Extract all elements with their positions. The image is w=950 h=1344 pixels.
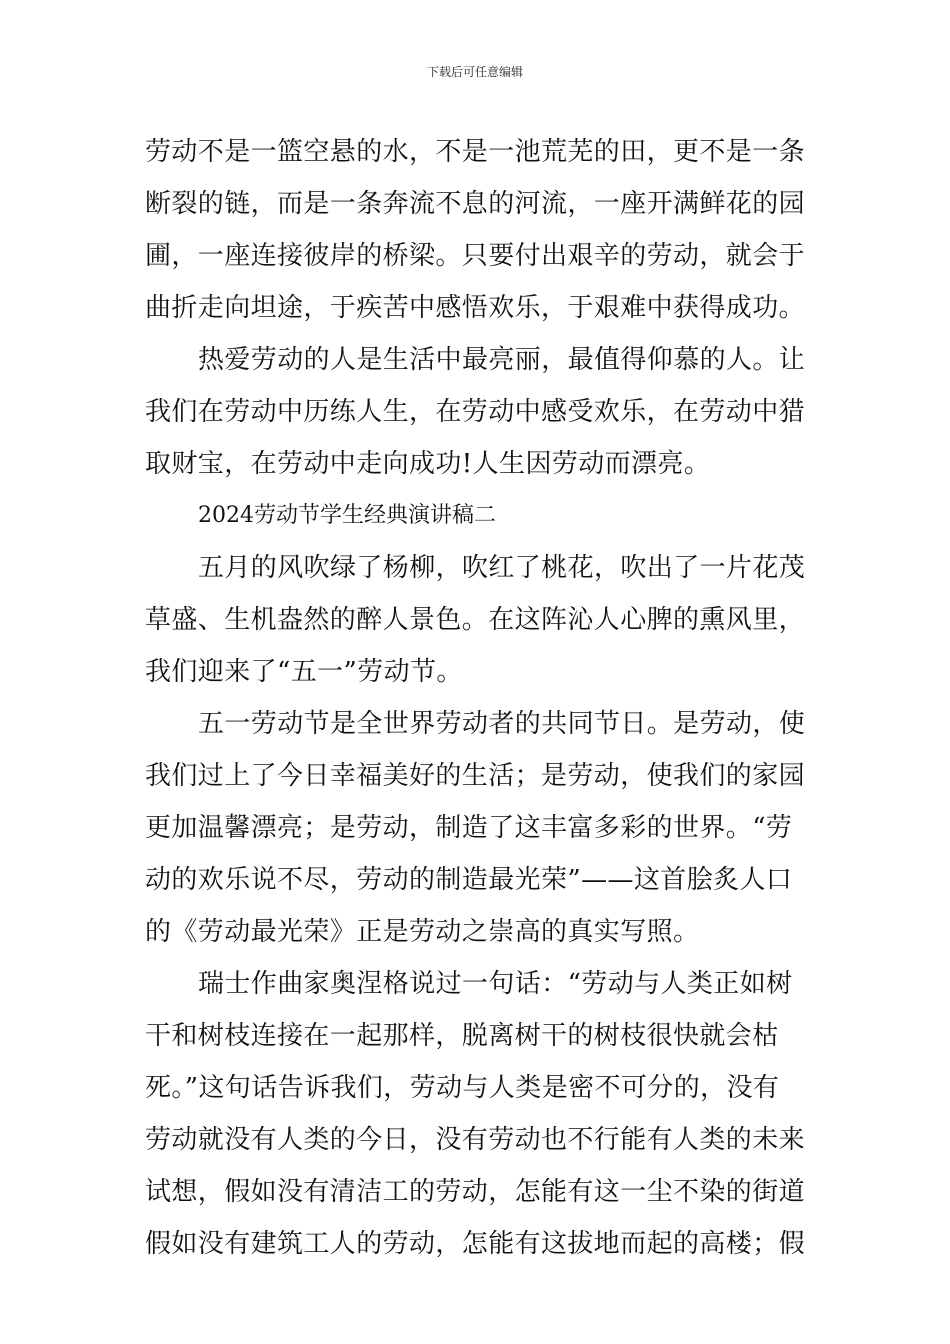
text-line: 动的欢乐说不尽，劳动的制造最光荣”——这首脍炙人口 <box>145 865 793 895</box>
text-line: 曲折走向坦途，于疾苦中感悟欢乐，于艰难中获得成功。 <box>145 293 806 323</box>
text-line: 的《劳动最光荣》正是劳动之崇高的真实写照。 <box>145 917 700 947</box>
text-line: 干和树枝连接在一起那样，脱离树干的树枝很快就会枯 <box>145 1021 779 1051</box>
text-line: 劳动就没有人类的今日，没有劳动也不行能有人类的未来 <box>145 1125 806 1155</box>
text-line: 圃，一座连接彼岸的桥梁。只要付出艰辛的劳动，就会于 <box>145 241 806 271</box>
text-line: 更加温馨漂亮；是劳动，制造了这丰富多彩的世界。“劳 <box>145 813 793 843</box>
paragraph-first-line: 五月的风吹绿了杨柳，吹红了桃花，吹出了一片花茂 <box>198 553 806 583</box>
text-line: 死。”这句话告诉我们，劳动与人类是密不可分的，没有 <box>145 1073 780 1103</box>
text-line: 我们过上了今日幸福美好的生活；是劳动，使我们的家园 <box>145 761 806 791</box>
section-heading: 2024劳动节学生经典演讲稿二 <box>198 503 496 528</box>
text-line: 假如没有建筑工人的劳动，怎能有这拔地而起的高楼；假 <box>145 1229 806 1259</box>
text-line: 劳动不是一篮空悬的水，不是一池荒芜的田，更不是一条 <box>145 137 806 167</box>
document-body <box>145 126 809 1270</box>
text-line: 断裂的链，而是一条奔流不息的河流，一座开满鲜花的园 <box>145 189 806 219</box>
text-line: 我们在劳动中历练人生，在劳动中感受欢乐，在劳动中猎 <box>145 397 806 427</box>
text-line: 草盛、生机盎然的醉人景色。在这阵沁人心脾的熏风里， <box>145 605 806 635</box>
paragraph-first-line: 瑞士作曲家奥涅格说过一句话：“劳动与人类正如树 <box>198 969 793 999</box>
paragraph-first-line: 五一劳动节是全世界劳动者的共同节日。是劳动，使 <box>198 709 806 739</box>
text-line: 我们迎来了“五一”劳动节。 <box>145 657 463 687</box>
paragraph-first-line: 热爱劳动的人是生活中最亮丽，最值得仰慕的人。让 <box>198 345 806 375</box>
text-line: 取财宝，在劳动中走向成功!人生因劳动而漂亮。 <box>145 449 711 479</box>
page-header-note: 下载后可任意编辑 <box>426 65 523 79</box>
text-line: 试想，假如没有清洁工的劳动，怎能有这一尘不染的街道 <box>145 1177 806 1207</box>
